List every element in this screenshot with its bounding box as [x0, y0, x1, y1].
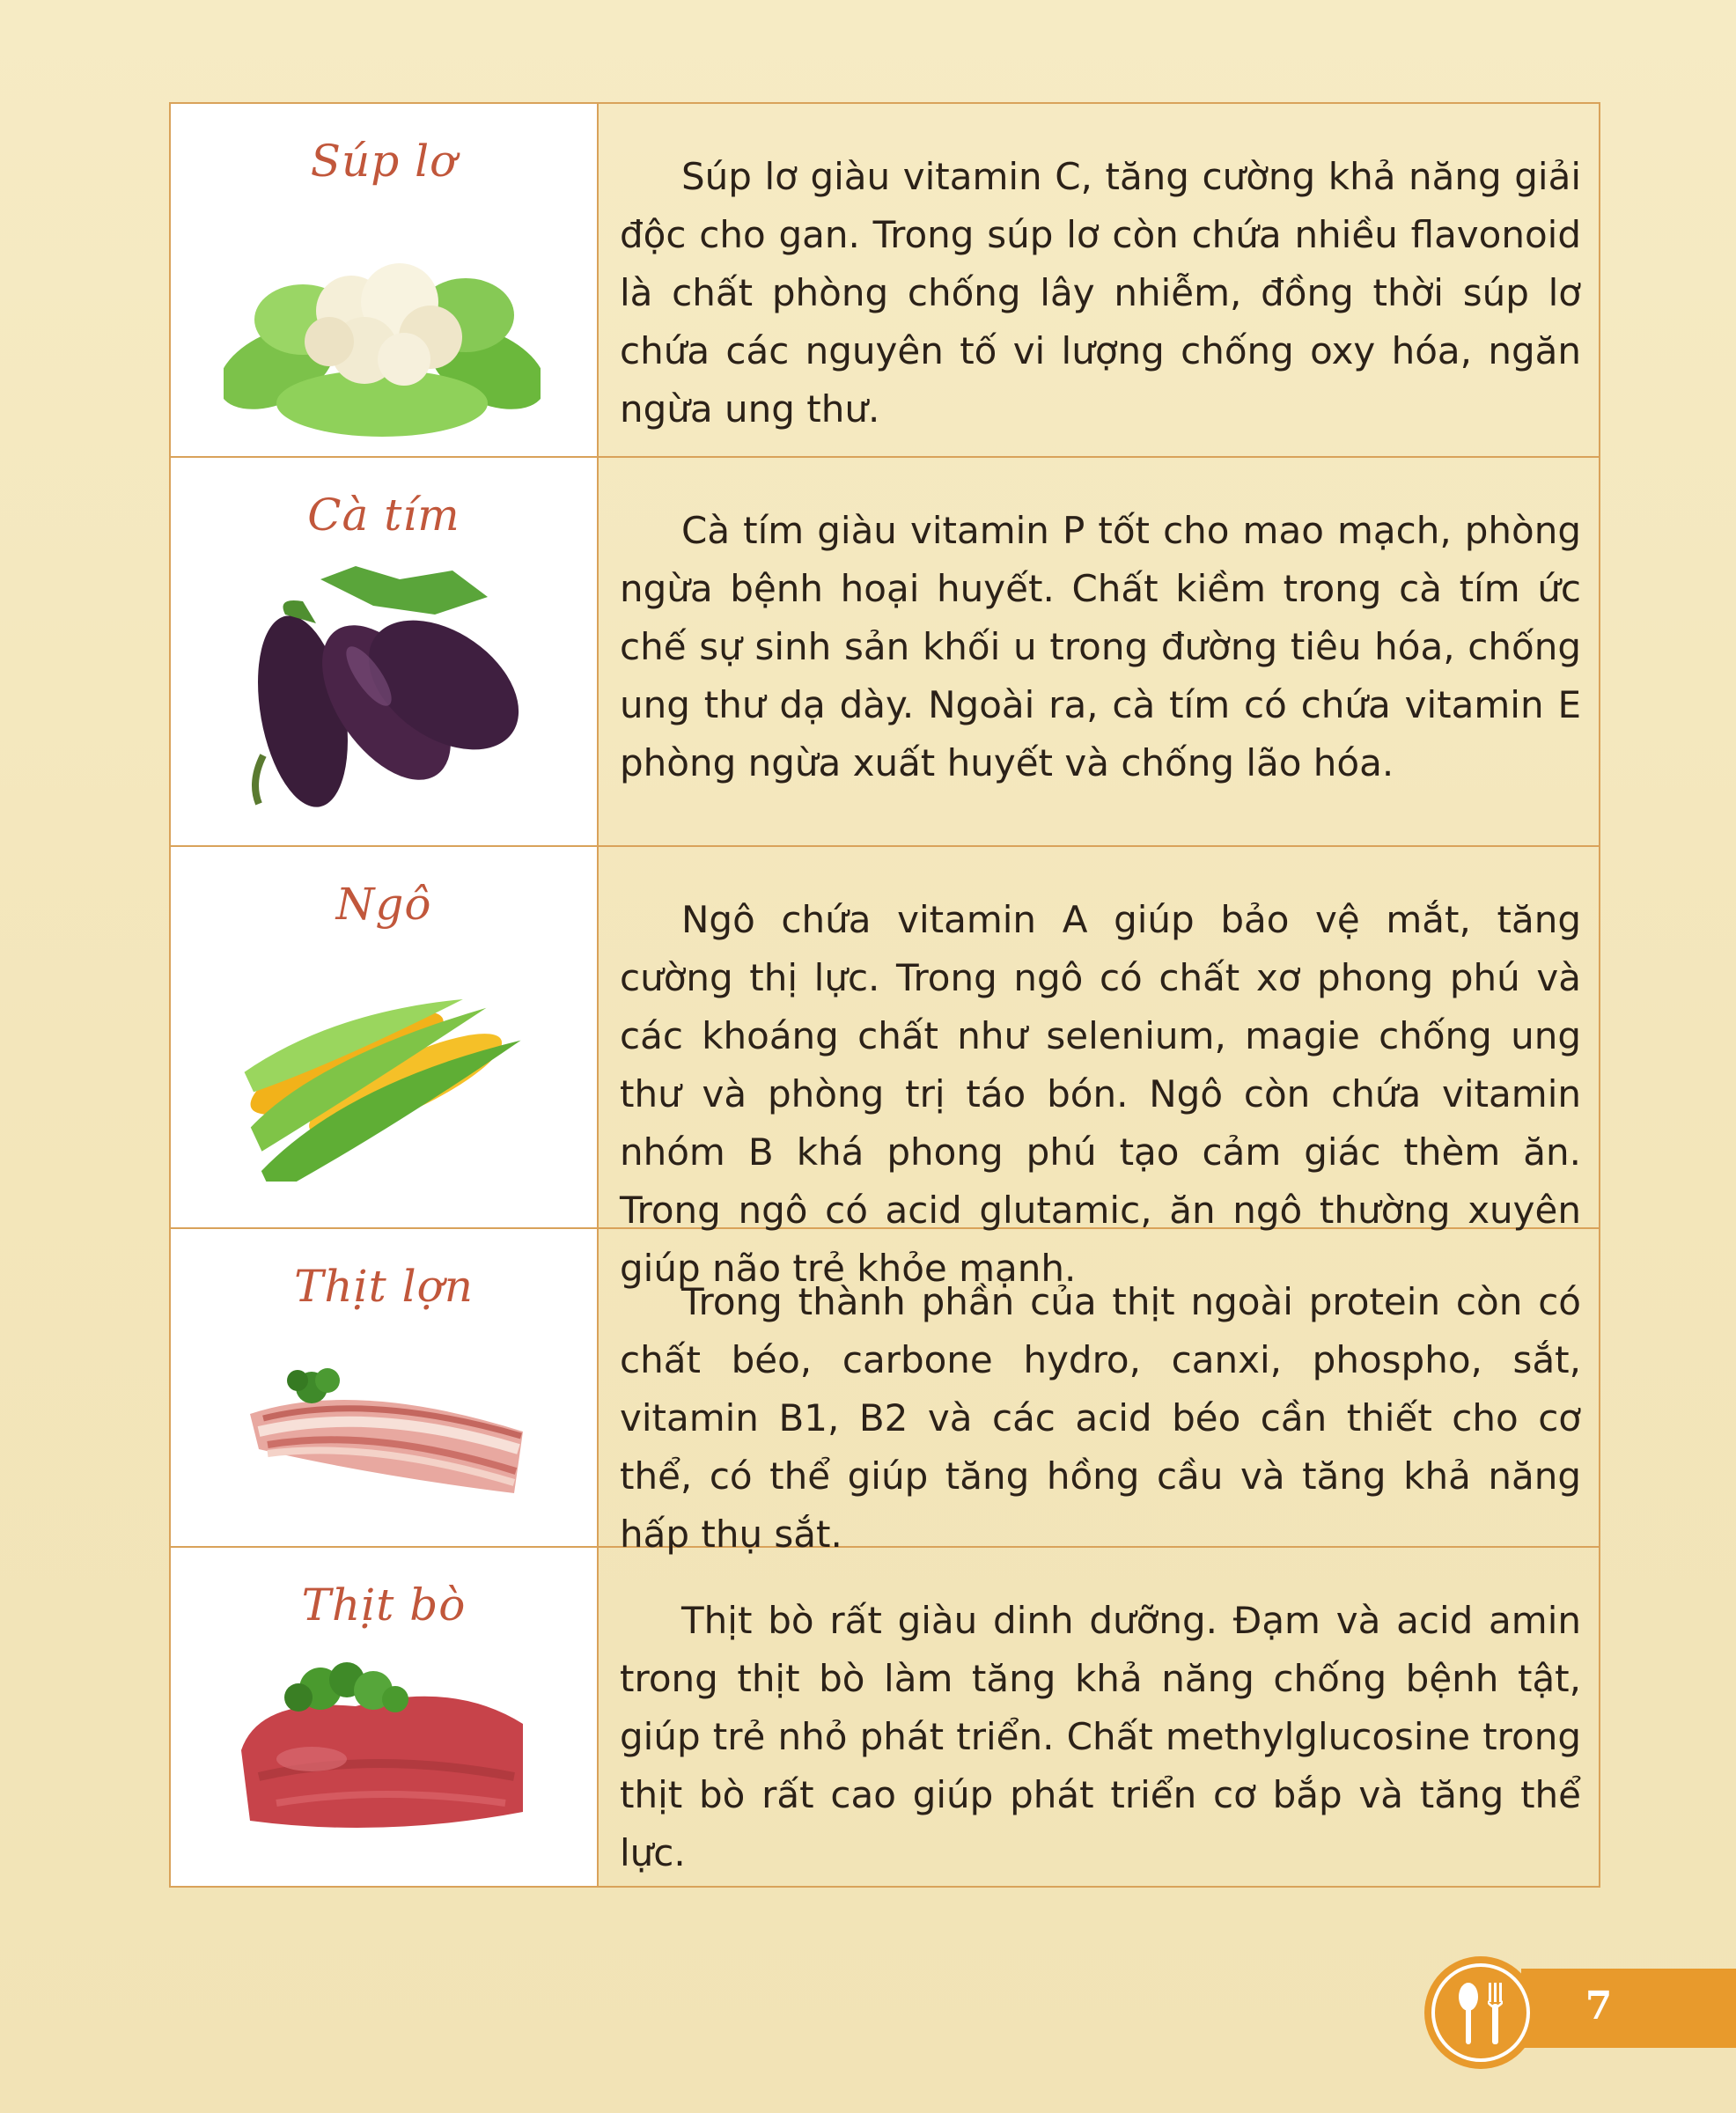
- food-description-text: Ngô chứa vitamin A giúp bảo vệ mắt, tăng cường thị lực. Trong ngô có chất xơ phong phú và các khoáng chất như selenium, magie chống ung thư và phòng trị táo bón. Ngô còn chứa vitamin nhóm B khá phong phú tạo cảm giác thèm ăn. Trong ngô có acid glutamic, ăn ngô thường xuyên giúp não trẻ khỏe mạnh.: [620, 898, 1581, 1290]
- page-number: 7: [1585, 1984, 1613, 2028]
- food-row: [171, 1548, 1599, 1886]
- food-description-text: Thịt bò rất giàu dinh dưỡng. Đạm và acid amin trong thịt bò làm tăng khả năng chống bệnh tật, giúp trẻ nhỏ phát triển. Chất methylglucosine trong thịt bò rất cao giúp phát triển cơ bắp và tăng thể lực.: [620, 1599, 1581, 1874]
- food-row: [171, 1229, 1599, 1556]
- pork-image: [224, 1344, 541, 1520]
- eggplant-image: [224, 562, 541, 817]
- food-description: [599, 104, 1599, 456]
- food-row: [171, 104, 1599, 458]
- food-image-cell: [171, 1229, 599, 1546]
- food-title: Thịt bò: [301, 1579, 467, 1631]
- food-description: [599, 458, 1599, 845]
- food-description: [599, 1229, 1599, 1556]
- food-description-text: Súp lơ giàu vitamin C, tăng cường khả năng giải độc cho gan. Trong súp lơ còn chứa nhiều flavonoid là chất phòng chống lây nhiễm, đồng thời súp lơ chứa các nguyên tố vi lượng chống oxy hóa, ngăn ngừa ung thư.: [620, 155, 1581, 431]
- food-description-text: Trong thành phần của thịt ngoài protein còn có chất béo, carbone hydro, canxi, phospho, sắt, vitamin B1, B2 và các acid béo cần thiết cho cơ thể, có thể giúp tăng hồng cầu và tăng khả năng hấp thụ sắt.: [620, 1280, 1581, 1556]
- food-image-cell: [171, 104, 599, 456]
- food-title: Ngô: [335, 879, 432, 930]
- food-image-cell: [171, 458, 599, 845]
- food-row: [171, 458, 1599, 847]
- beef-image: [224, 1645, 541, 1847]
- food-table: [169, 102, 1600, 1888]
- food-description: [599, 847, 1599, 1290]
- food-description-text: Cà tím giàu vitamin P tốt cho mao mạch, phòng ngừa bệnh hoại huyết. Chất kiềm trong cà tím ức chế sự sinh sản khối u trong đường tiêu hóa, chống ung thư dạ dày. Ngoài ra, cà tím có chứa vitamin E phòng ngừa xuất huyết và chống lão hóa.: [620, 509, 1581, 784]
- food-image-cell: [171, 847, 599, 1227]
- food-title: Cà tím: [307, 490, 460, 541]
- spoon-fork-icon: [1421, 1953, 1541, 2073]
- food-image-cell: [171, 1548, 599, 1886]
- food-title: Súp lơ: [310, 136, 458, 187]
- corn-image: [224, 961, 541, 1182]
- food-title: Thịt lợn: [294, 1261, 474, 1312]
- cauliflower-image: [224, 236, 541, 438]
- food-description: [599, 1548, 1599, 1886]
